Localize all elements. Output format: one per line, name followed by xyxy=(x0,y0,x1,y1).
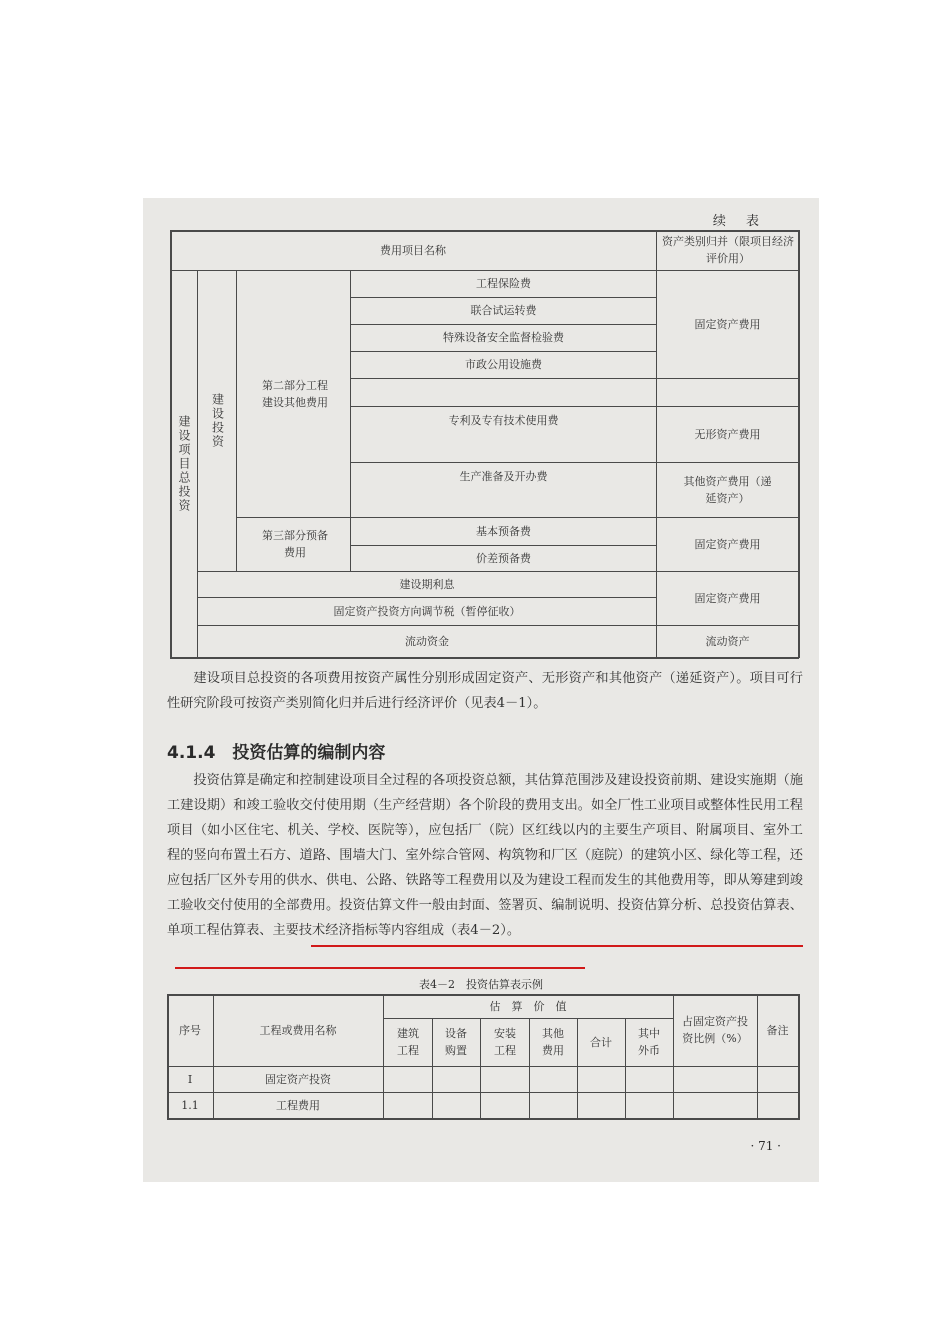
col-header-total: 合计 xyxy=(590,1035,612,1049)
section-heading: 4.1.4 投资估算的编制内容 xyxy=(167,743,386,763)
asset-fixed-1: 固定资产费用 xyxy=(694,317,761,331)
row2-name: 工程费用 xyxy=(276,1098,320,1112)
item-engineering-insurance: 工程保险费 xyxy=(476,277,531,290)
col-header-estimate: 估 算 价 值 xyxy=(489,999,567,1013)
scanned-page xyxy=(143,198,819,1182)
col-header-installation: 安装工程 xyxy=(494,1027,516,1057)
paragraph-estimate-content: 投资估算是确定和控制建设项目全过程的各项投资总额，其估算范围涉及建设投资前期、建设实施期（施工建设期）和竣工验收交付使用期（生产经营期）各个阶段的费用支出。如全厂性工业项目或整体性民用工程项目（如小区住宅、机关、学校、医院等），应包括厂（院）区红线以内的主要生产项目、附属项目、室外工程的竖向布置土石方、道路、围墙大门、室外综合管网、构筑物和厂区（庭院）的建筑小区、绿化等工程，还应包括厂区外专用的供水、供电、公路、铁路等工程费用以及为建设工程而发生的其他费用等，即从筹建到竣工验收交付使用的全部费用。投资估算文件一般由封面、签署页、编制说明、投资估算分析、总投资估算表、单项工程估算表、主要技术经济指标等内容组成（表4－2）。 xyxy=(167,773,803,938)
header-asset-class: 资产类别归并（限项目经济评价用） xyxy=(662,235,794,265)
item-municipal-facilities: 市政公用设施费 xyxy=(465,358,542,371)
item-construction-interest: 建设期利息 xyxy=(399,577,455,591)
item-patent-technology: 专利及专有技术使用费 xyxy=(448,413,559,427)
row2-no: 1.1 xyxy=(181,1098,199,1112)
level1-total-investment: 建设项目总投资 xyxy=(177,415,191,513)
item-joint-trial-run: 联合试运转费 xyxy=(470,304,537,317)
estimate-table xyxy=(167,994,800,1120)
item-investment-tax: 固定资产投资方向调节税（暂停征收） xyxy=(333,604,521,618)
col-header-foreign: 其中外币 xyxy=(638,1027,660,1057)
col-header-name: 工程或费用名称 xyxy=(259,1023,337,1037)
item-basic-reserve: 基本预备费 xyxy=(476,525,531,538)
row1-no: I xyxy=(187,1072,193,1086)
header-item-name: 费用项目名称 xyxy=(380,243,446,257)
page-number: · 71 · xyxy=(750,1139,781,1153)
paragraph-asset-classification: 建设项目总投资的各项费用按资产属性分别形成固定资产、无形资产和其他资产（递延资产）。项目可行性研究阶段可按资产类别简化归并后进行经济评价（见表4－1）。 xyxy=(167,671,803,711)
asset-fixed-2: 固定资产费用 xyxy=(694,538,761,551)
section3-label: 第三部分预备费用 xyxy=(262,529,328,559)
col-header-equipment: 设备购置 xyxy=(445,1027,467,1057)
table2-caption: 表4－2 投资估算表示例 xyxy=(419,978,543,991)
col-header-building: 建筑工程 xyxy=(397,1027,419,1057)
col-header-ratio: 占固定资产投资比例（%） xyxy=(682,1015,748,1045)
item-working-capital: 流动资金 xyxy=(405,634,449,648)
level2-construction-investment: 建设投资 xyxy=(210,393,225,449)
section2-label: 第二部分工程建设其他费用 xyxy=(262,379,328,409)
asset-fixed-3: 固定资产费用 xyxy=(694,591,761,605)
red-underline-2 xyxy=(175,967,585,969)
asset-intangible: 无形资产费用 xyxy=(694,427,761,441)
asset-classification-table xyxy=(170,230,799,658)
item-price-reserve: 价差预备费 xyxy=(476,551,531,565)
item-special-equipment-inspection: 特殊设备安全监督检验费 xyxy=(443,331,564,344)
col-header-other: 其他费用 xyxy=(542,1027,564,1057)
col-header-no: 序号 xyxy=(179,1023,201,1037)
asset-other-deferred: 其他资产费用（递延资产） xyxy=(683,475,772,505)
continued-label: 续 表 xyxy=(712,214,767,229)
row1-name: 固定资产投资 xyxy=(265,1072,331,1086)
col-header-note: 备注 xyxy=(766,1023,789,1037)
asset-current: 流动资产 xyxy=(705,634,750,648)
item-production-preparation: 生产准备及开办费 xyxy=(459,469,548,483)
red-underline-1 xyxy=(311,945,803,947)
